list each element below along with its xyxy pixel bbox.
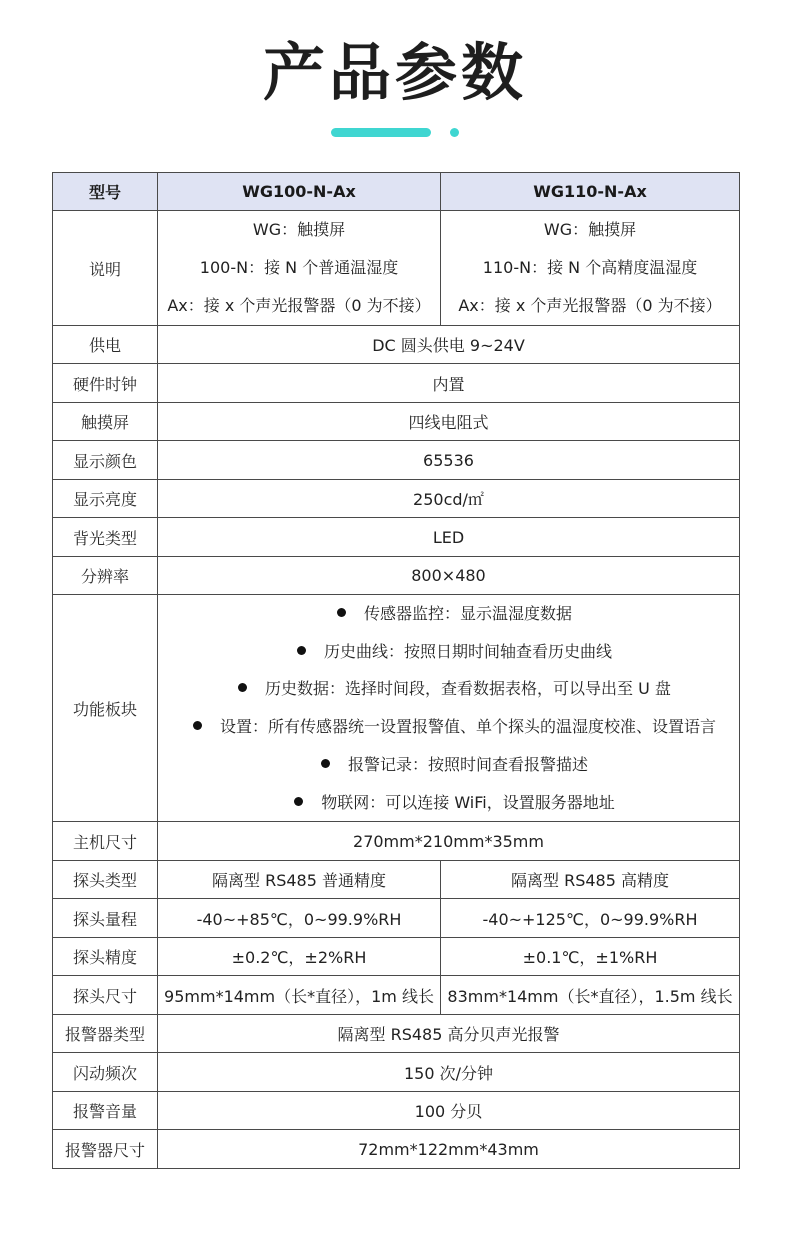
description-a-line: WG：触摸屏 (252, 220, 346, 239)
description-b (441, 211, 740, 326)
bullet-icon (238, 683, 247, 692)
table-row (53, 518, 740, 557)
functions-row (53, 595, 740, 822)
bullet-icon (193, 721, 202, 730)
table-row (53, 899, 740, 938)
probe-accuracy-a: ±0.2℃，±2%RH (158, 938, 441, 976)
spec-table (52, 172, 740, 1169)
list-item (158, 633, 739, 671)
power-value: DC 圆头供电 9~24V (158, 326, 740, 364)
description-label: 说明 (53, 211, 158, 326)
description-b-line: Ax：接 x 个声光报警器（0 为不接） (458, 296, 722, 315)
description-b-line: 110-N：接 N 个高精度温湿度 (482, 258, 698, 277)
header-model-a: WG100-N-Ax (158, 173, 441, 211)
table-row (53, 480, 740, 518)
table-row (53, 326, 740, 364)
power-label: 供电 (53, 326, 158, 364)
probe-accuracy-b: ±0.1℃，±1%RH (441, 938, 740, 976)
function-text: 设置：所有传感器统一设置报警值、单个探头的温湿度校准、设置语言 (219, 717, 716, 737)
alarm-volume-label: 报警音量 (53, 1092, 158, 1130)
list-item (158, 784, 739, 822)
list-item (158, 746, 739, 784)
probe-type-a: 隔离型 RS485 普通精度 (158, 861, 441, 899)
probe-size-a: 95mm*14mm（长*直径），1m 线长 (158, 976, 441, 1015)
table-row (53, 1053, 740, 1092)
alarm-volume-value: 100 分贝 (158, 1092, 740, 1130)
backlight-label: 背光类型 (53, 518, 158, 557)
bullet-icon (294, 797, 303, 806)
probe-size-label: 探头尺寸 (53, 976, 158, 1015)
table-row (53, 976, 740, 1015)
alarm-size-label: 报警器尺寸 (53, 1130, 158, 1169)
header-row (53, 173, 740, 211)
description-row (53, 211, 740, 326)
list-item (158, 595, 739, 633)
table-row (53, 557, 740, 595)
header-label: 型号 (53, 173, 158, 211)
function-text: 历史数据：选择时间段，查看数据表格，可以导出至 U 盘 (265, 679, 671, 699)
probe-range-label: 探头量程 (53, 899, 158, 938)
list-item (158, 708, 739, 746)
touch-value: 四线电阻式 (158, 403, 740, 441)
table-row (53, 441, 740, 480)
bullet-icon (297, 646, 306, 655)
probe-range-b: -40~+125℃，0~99.9%RH (441, 899, 740, 938)
table-row (53, 861, 740, 899)
table-row (53, 1092, 740, 1130)
host-size-value: 270mm*210mm*35mm (158, 822, 740, 861)
bullet-icon (337, 608, 346, 617)
description-b-line: WG：触摸屏 (543, 220, 637, 239)
flash-rate-label: 闪动频次 (53, 1053, 158, 1092)
brightness-label: 显示亮度 (53, 480, 158, 518)
table-row (53, 1130, 740, 1169)
clock-value: 内置 (158, 364, 740, 403)
probe-accuracy-label: 探头精度 (53, 938, 158, 976)
touch-label: 触摸屏 (53, 403, 158, 441)
functions-label: 功能板块 (53, 595, 158, 822)
resolution-value: 800×480 (158, 557, 740, 595)
bullet-icon (321, 759, 330, 768)
flash-rate-value: 150 次/分钟 (158, 1053, 740, 1092)
function-text: 物联网：可以连接 WiFi，设置服务器地址 (321, 792, 615, 812)
table-row (53, 1015, 740, 1053)
title-underline-bar (331, 128, 431, 137)
header-model-b: WG110-N-Ax (441, 173, 740, 211)
probe-type-b: 隔离型 RS485 高精度 (441, 861, 740, 899)
table-row (53, 822, 740, 861)
description-a-line: 100-N：接 N 个普通温湿度 (199, 258, 399, 277)
host-size-label: 主机尺寸 (53, 822, 158, 861)
function-text: 传感器监控：显示温湿度数据 (363, 604, 572, 623)
brightness-value: 250cd/㎡ (158, 480, 740, 518)
resolution-label: 分辨率 (53, 557, 158, 595)
alarm-type-label: 报警器类型 (53, 1015, 158, 1053)
backlight-value: LED (158, 518, 740, 557)
alarm-type-value: 隔离型 RS485 高分贝声光报警 (158, 1015, 740, 1053)
description-a (158, 211, 441, 326)
function-text: 历史曲线：按照日期时间轴查看历史曲线 (323, 641, 612, 661)
display-colors-label: 显示颜色 (53, 441, 158, 480)
display-colors-value: 65536 (158, 441, 740, 480)
alarm-size-value: 72mm*122mm*43mm (158, 1130, 740, 1169)
page-title: 产品参数 (262, 36, 527, 109)
probe-type-label: 探头类型 (53, 861, 158, 899)
description-a-line: Ax：接 x 个声光报警器（0 为不接） (167, 296, 431, 315)
list-item (158, 670, 739, 708)
function-text: 报警记录：按照时间查看报警描述 (347, 754, 588, 774)
title-underline-dot (450, 128, 459, 137)
functions-list (158, 595, 740, 822)
table-row (53, 403, 740, 441)
table-row (53, 938, 740, 976)
probe-range-a: -40~+85℃，0~99.9%RH (158, 899, 441, 938)
clock-label: 硬件时钟 (53, 364, 158, 403)
table-row (53, 364, 740, 403)
probe-size-b: 83mm*14mm（长*直径），1.5m 线长 (441, 976, 740, 1015)
